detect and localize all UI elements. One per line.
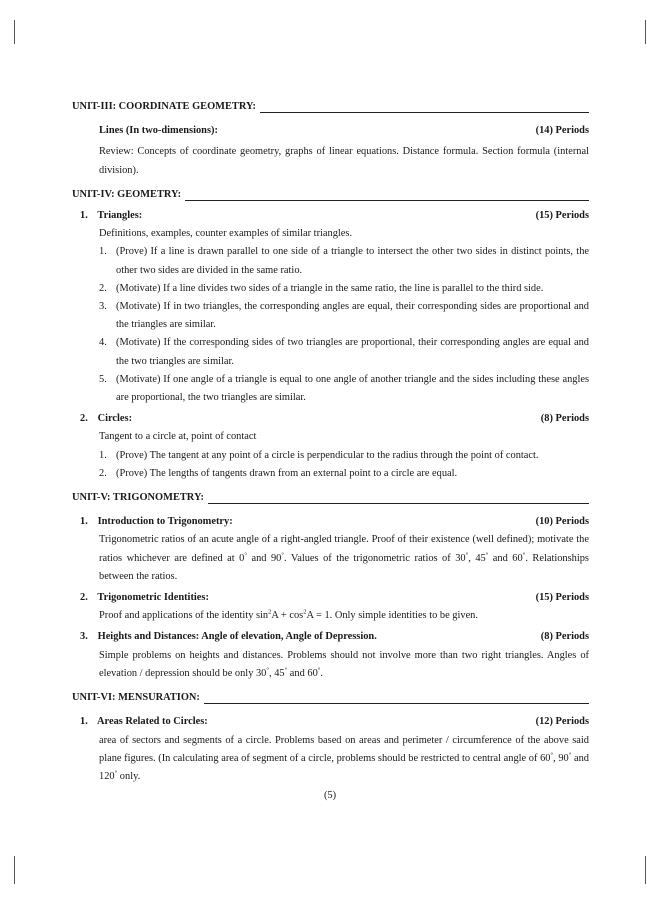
list-item: 1. (Prove) If a line is drawn parallel to one side of a triangle to intersect the other two sides in distinct points, the other two sides are divided in the same ratio.	[99, 246, 589, 276]
unit-3-heading	[72, 98, 589, 116]
intro-trig-row: 1. Introduction to Trigonometry: (10) Periods	[72, 513, 589, 531]
intro-trig-periods: (10) Periods	[535, 516, 589, 528]
unit-3-topic: Lines (In two-dimensions):	[99, 125, 218, 137]
unit-4-title: UNIT-IV: GEOMETRY:	[72, 188, 182, 200]
circles-periods: (8) Periods	[540, 413, 589, 425]
unit-6-heading	[72, 689, 589, 707]
page-number: (5)	[323, 790, 337, 801]
list-item: 1. (Prove) The tangent at any point of a circle is perpendicular to the radius through the point of contact.	[99, 449, 539, 461]
unit-5-title: UNIT-V: TRIGONOMETRY:	[72, 492, 204, 504]
crop-mark-br-v	[645, 856, 646, 884]
unit-3-periods: (14) Periods	[535, 125, 589, 137]
crop-mark-tr-v	[645, 20, 646, 44]
circles-num: 2.	[80, 413, 88, 425]
heading-rule	[185, 200, 589, 201]
crop-mark-tl-v	[14, 20, 15, 44]
circles-intro: Tangent to a circle at, point of contact	[99, 431, 257, 443]
identities-row: 2. Trigonometric Identities: (15) Periods	[72, 589, 589, 607]
intro-trig-title: Introduction to Trigonometry:	[97, 516, 233, 528]
triangles-row	[72, 207, 589, 225]
list-item: 2. (Motivate) If a line divides two sides of a triangle in the same ratio, the line is parallel to the third side.	[99, 282, 544, 294]
circles-row	[72, 410, 589, 428]
heights-body: Simple problems on heights and distances. Problems should not involve more than two right triangles. Angles of elevation / depression should be only 30°, 45° and 60°.	[99, 649, 589, 679]
unit-3-body: Review: Concepts of coordinate geometry, graphs of linear equations. Distance formula. Section formula (internal division).	[99, 146, 589, 176]
areas-row: 1. Areas Related to Circles: (12) Periods	[72, 713, 589, 731]
heights-periods: (8) Periods	[540, 631, 589, 643]
identities-periods: (15) Periods	[535, 592, 589, 604]
triangles-title: Triangles:	[97, 210, 143, 222]
heading-rule	[260, 112, 589, 113]
intro-trig-body: Trigonometric ratios of an acute angle of a right-angled triangle. Proof of their existence (well defined); motivate the ratios whichever are defined at 0° and 90°. Values of the trigonometric ratios of 30°, 45° and 60°. Relationships between the ratios.	[99, 534, 589, 582]
syllabus-page	[72, 96, 589, 786]
triangles-intro: Definitions, examples, counter examples of similar triangles.	[99, 228, 353, 240]
list-item: 2. (Prove) The lengths of tangents drawn from an external point to a circle are equal.	[99, 467, 458, 479]
heading-rule	[204, 703, 589, 704]
triangles-num: 1.	[80, 210, 88, 222]
crop-mark-bl-v	[14, 856, 15, 884]
circles-title: Circles:	[97, 413, 133, 425]
heights-title: Heights and Distances: Angle of elevation, Angle of Depression.	[97, 631, 377, 643]
heading-rule	[208, 503, 589, 504]
unit-4-heading	[72, 186, 589, 204]
identities-body: Proof and applications of the identity $\sin^2A + \cos^2A = 1$. Only simple identities to be given.	[99, 608, 478, 622]
identities-title: Trigonometric Identities:	[97, 592, 209, 604]
unit-3-topic-row	[72, 122, 589, 140]
unit-6-title: UNIT-VI: MENSURATION:	[72, 692, 200, 704]
triangles-periods: (15) Periods	[535, 210, 589, 222]
areas-title: Areas Related to Circles:	[97, 716, 208, 728]
unit-3-title: UNIT-III: COORDINATE GEOMETRY:	[72, 101, 256, 112]
list-item: 4. (Motivate) If the corresponding sides of two triangles are proportional, their corresponding angles are equal and the two triangles are similar.	[99, 337, 589, 367]
areas-body: area of sectors and segments of a circle. Problems based on areas and perimeter / circumference of the above said plane figures. (In calculating area of segment of a circle, problems should be restricted to central angle of 60°, 90° and 120° only.	[99, 734, 589, 782]
areas-periods: (12) Periods	[535, 716, 589, 728]
unit-5-heading	[72, 489, 589, 507]
list-item: 3. (Motivate) If in two triangles, the corresponding angles are equal, their corresponding sides are proportional and the triangles are similar.	[99, 301, 589, 331]
heights-row: 3. Heights and Distances: Angle of elevation, Angle of Depression. (8) Periods	[72, 628, 589, 646]
list-item: 5. (Motivate) If one angle of a triangle is equal to one angle of another triangle and the sides including these angles are proportional, the two triangles are similar.	[99, 373, 589, 404]
